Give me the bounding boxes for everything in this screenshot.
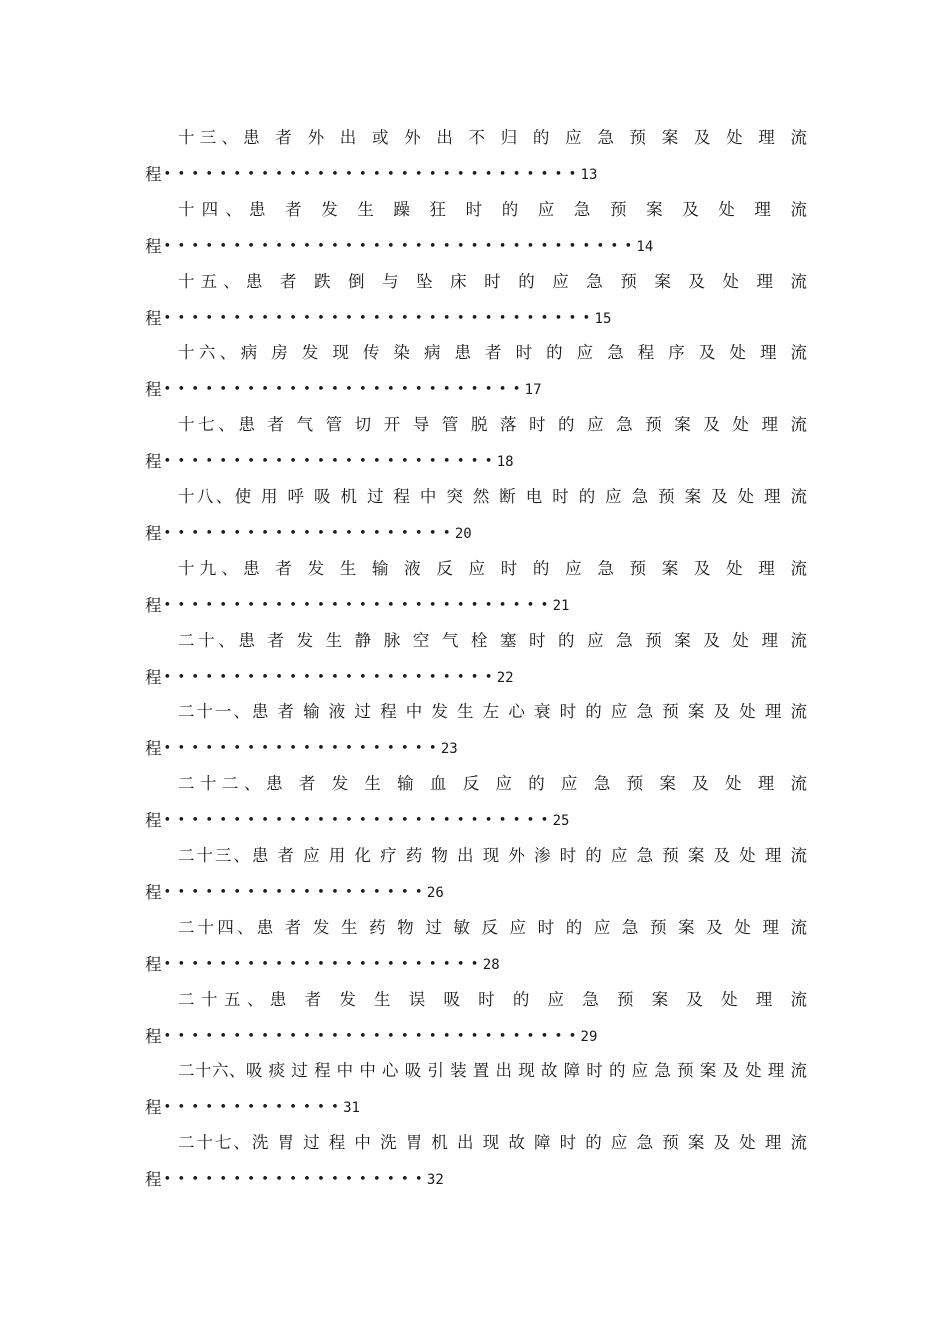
toc-entry-title: 二十、患 者 发 生 静 脉 空 气 栓 塞 时 的 应 急 预 案 及 处 理 流 bbox=[178, 630, 807, 650]
toc-entry-continuation bbox=[145, 521, 472, 547]
toc-entry-last-char: 程 bbox=[145, 595, 162, 615]
toc-entry-title: 二十一、患 者 输 液 过 程 中 发 生 左 心 衰 时 的 应 急 预 案 及 处 理 流 bbox=[178, 702, 807, 722]
toc-entry-continuation bbox=[145, 1024, 597, 1050]
toc-entry-title: 二十六、吸 痰 过 程 中 中 心 吸 引 装 置 出 现 故 障 时 的 应 急 预 案 及 处 理 流 bbox=[178, 1061, 807, 1081]
toc-page-number: 26 bbox=[426, 884, 444, 901]
toc-entry bbox=[145, 124, 807, 196]
toc-entry-last-char: 程 bbox=[145, 1170, 162, 1190]
toc-entry-continuation bbox=[145, 377, 542, 403]
toc-entry-title: 二十四、患 者 发 生 药 物 过 敏 反 应 时 的 应 急 预 案 及 处 理 流 bbox=[178, 917, 807, 937]
toc-entry bbox=[145, 268, 807, 340]
toc-entry bbox=[145, 698, 807, 770]
toc-page-number: 31 bbox=[343, 1100, 360, 1117]
toc-page-number: 14 bbox=[636, 238, 654, 255]
toc-page-number: 18 bbox=[496, 454, 514, 471]
toc-entry-title: 十五、患 者 跌 倒 与 坠 床 时 的 应 急 预 案 及 处 理 流 bbox=[178, 271, 807, 291]
toc-entry-title: 二十七、洗 胃 过 程 中 洗 胃 机 出 现 故 障 时 的 应 急 预 案 及 处 理 流 bbox=[178, 1133, 807, 1153]
toc-entry-title: 十九、患 者 发 生 输 液 反 应 时 的 应 急 预 案 及 处 理 流 bbox=[178, 558, 807, 578]
toc-entry bbox=[145, 842, 807, 914]
toc-entry bbox=[145, 555, 807, 627]
toc-entry-title: 二十三、患 者 应 用 化 疗 药 物 出 现 外 渗 时 的 应 急 预 案 及 处 理 流 bbox=[178, 845, 807, 865]
toc-dot-leader: •••••••••••••••••••••••• bbox=[163, 669, 499, 685]
toc-dot-leader: ••••••••••••••••••••••• bbox=[163, 956, 485, 972]
toc-dot-leader: •••••••••••••••••••••••••••••••••• bbox=[163, 238, 639, 254]
toc-entry-continuation bbox=[145, 1095, 360, 1121]
toc-entry-last-char: 程 bbox=[145, 811, 162, 831]
toc-entry-title: 十八、使 用 呼 吸 机 过 程 中 突 然 断 电 时 的 应 急 预 案 及 处 理 流 bbox=[178, 486, 807, 506]
toc-page-number: 17 bbox=[524, 382, 542, 399]
toc-entry-continuation bbox=[145, 306, 611, 332]
toc-entry-continuation bbox=[145, 808, 569, 834]
toc-entry-continuation bbox=[145, 880, 444, 906]
toc-entry bbox=[145, 339, 807, 411]
toc-page-number: 29 bbox=[580, 1028, 598, 1045]
toc-dot-leader: ••••••••••••••••••• bbox=[163, 1172, 429, 1188]
toc-page-number: 32 bbox=[426, 1172, 444, 1189]
toc-entry-continuation bbox=[145, 952, 500, 978]
toc-entry-last-char: 程 bbox=[145, 1026, 162, 1046]
toc-entry-title: 十三、患 者 外 出 或 外 出 不 归 的 应 急 预 案 及 处 理 流 bbox=[178, 128, 807, 147]
toc-dot-leader: ••••••••••••• bbox=[163, 1100, 346, 1116]
toc-dot-leader: •••••••••••••••••••••••• bbox=[163, 454, 499, 470]
toc-page-number: 23 bbox=[440, 741, 458, 758]
toc-dot-leader: •••••••••••••••••••••••••••• bbox=[163, 813, 555, 829]
toc-entry-last-char: 程 bbox=[145, 882, 162, 902]
toc-page-number: 22 bbox=[496, 669, 514, 686]
toc-entry-last-char: 程 bbox=[145, 452, 162, 472]
toc-page-number: 13 bbox=[580, 167, 598, 183]
toc-dot-leader: •••••••••••••••••••••••••••• bbox=[163, 597, 555, 613]
table-of-contents bbox=[145, 124, 807, 1201]
toc-entry-title: 二十五、患 者 发 生 误 吸 时 的 应 急 预 案 及 处 理 流 bbox=[178, 989, 807, 1009]
toc-entry-continuation bbox=[145, 234, 653, 260]
toc-entry bbox=[145, 483, 807, 555]
toc-entry-last-char: 程 bbox=[145, 380, 162, 400]
toc-entry bbox=[145, 914, 807, 986]
toc-entry-continuation bbox=[145, 665, 514, 691]
toc-dot-leader: •••••••••••••••••••••••••• bbox=[163, 382, 527, 398]
toc-entry-title: 十四、患 者 发 生 躁 狂 时 的 应 急 预 案 及 处 理 流 bbox=[178, 199, 807, 219]
toc-entry bbox=[145, 1057, 807, 1129]
toc-entry-continuation bbox=[145, 1167, 444, 1193]
toc-entry-last-char: 程 bbox=[145, 954, 162, 974]
toc-entry-title: 十六、病 房 发 现 传 染 病 患 者 时 的 应 急 程 序 及 处 理 流 bbox=[178, 343, 807, 363]
toc-entry-last-char: 程 bbox=[145, 667, 162, 687]
toc-page-number: 28 bbox=[482, 956, 500, 973]
toc-entry-continuation bbox=[145, 593, 569, 619]
toc-dot-leader: •••••••••••••••••••••••••••••• bbox=[163, 167, 583, 182]
toc-entry-last-char: 程 bbox=[145, 523, 162, 543]
toc-entry bbox=[145, 986, 807, 1058]
toc-dot-leader: ••••••••••••••••••• bbox=[163, 884, 429, 900]
toc-entry bbox=[145, 627, 807, 699]
toc-entry-continuation bbox=[145, 736, 458, 762]
toc-page-number: 15 bbox=[594, 310, 612, 327]
toc-entry bbox=[145, 770, 807, 842]
toc-entry-continuation bbox=[145, 162, 597, 188]
toc-entry bbox=[145, 411, 807, 483]
toc-entry-last-char: 程 bbox=[145, 739, 162, 759]
toc-entry-title: 十七、患 者 气 管 切 开 导 管 脱 落 时 的 应 急 预 案 及 处 理 流 bbox=[178, 415, 807, 435]
toc-page-number: 25 bbox=[552, 813, 570, 830]
toc-entry-last-char: 程 bbox=[145, 236, 162, 256]
toc-dot-leader: •••••••••••••••••••• bbox=[163, 741, 443, 757]
toc-dot-leader: •••••••••••••••••••••••••••••• bbox=[163, 1028, 583, 1044]
toc-entry bbox=[145, 196, 807, 268]
toc-entry-title: 二十二、患 者 发 生 输 血 反 应 的 应 急 预 案 及 处 理 流 bbox=[178, 774, 807, 794]
toc-page-number: 20 bbox=[454, 525, 472, 542]
toc-dot-leader: ••••••••••••••••••••••••••••••• bbox=[163, 310, 597, 326]
toc-dot-leader: ••••••••••••••••••••• bbox=[163, 525, 457, 541]
toc-entry-last-char: 程 bbox=[145, 165, 162, 184]
toc-entry-last-char: 程 bbox=[145, 308, 162, 328]
toc-entry bbox=[145, 1129, 807, 1201]
toc-entry-continuation bbox=[145, 449, 514, 475]
toc-page-number: 21 bbox=[552, 597, 570, 614]
toc-entry-last-char: 程 bbox=[145, 1098, 162, 1118]
